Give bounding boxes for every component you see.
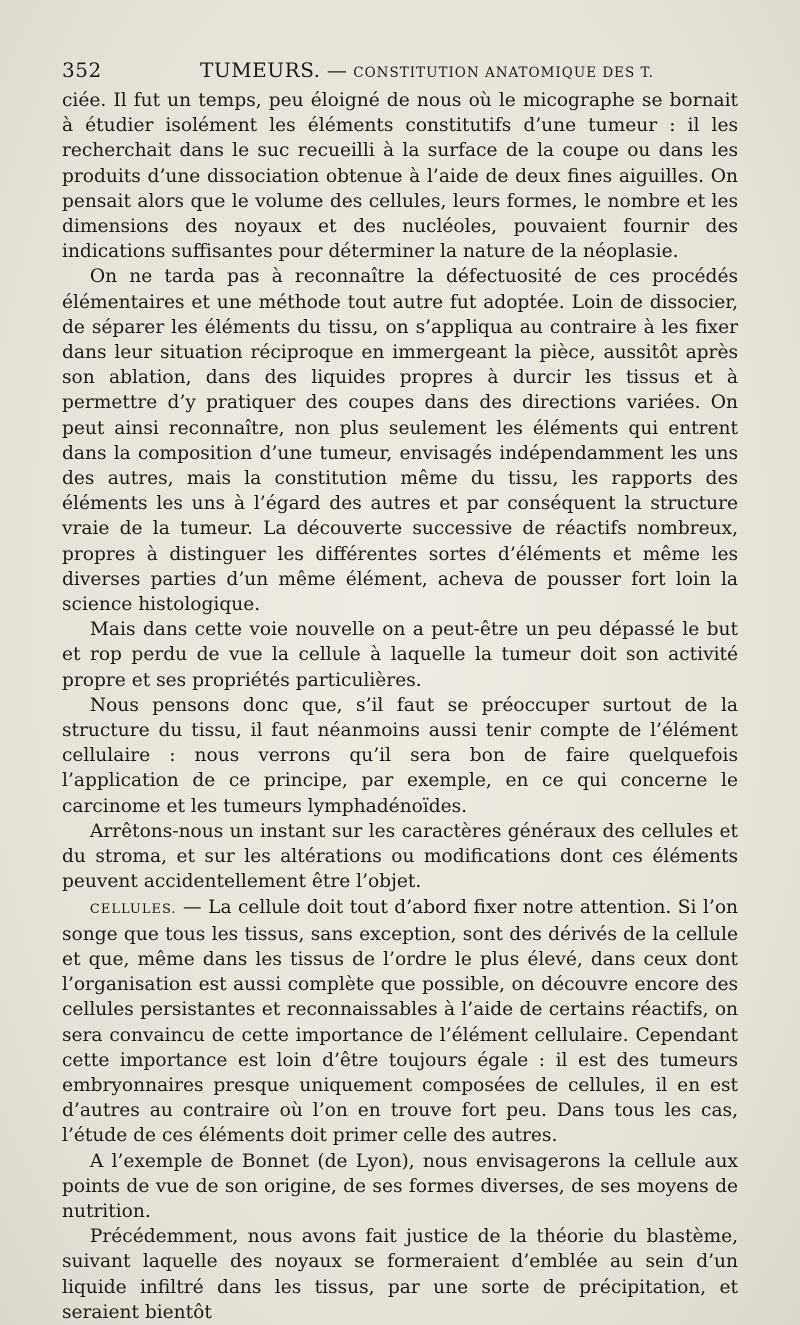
paragraph: Précédemment, nous avons fait justice de la théorie du blastème, suivant laquelle des noyaux se formeraient d’emblée au sein d’un liquide infiltré dans les tissus, par une sorte de précipitation, et seraient bientôt	[62, 1226, 738, 1323]
running-title-dash: —	[320, 58, 354, 82]
paragraph-cellules-text: — La cellule doit tout d’abord fixer notre attention. Si l’on songe que tous les tissus, sans exception, sont des dérivés de la cellule et que, même dans les tissus de l’ordre le plus élevé, dans ceux dont l’organisation est aussi complète que possible, on découvre encore des cellules persistantes et reconnaissables à l’aide de certains réactifs, on sera convaincu de cette importance de l’élément cellulaire. Cependant cette importance est loin d’être toujours égale : il est des tumeurs embryonnaires presque uniquement composées de cellules, il en est d’autres au contraire où l’on en trouve fort peu. Dans tous les cas, l’étude de ces éléments doit primer celle des autres.	[62, 896, 738, 1147]
paragraph: Mais dans cette voie nouvelle on a peut-être un peu dépassé le but et rop perdu de vue la cellule à laquelle la tumeur doit son activité propre et ses propriétés particulières.	[62, 619, 738, 691]
page-header	[62, 58, 738, 88]
page-number: 352	[62, 58, 102, 82]
paragraph-cellules	[62, 895, 738, 1149]
paragraph-continued: ciée. Il fut un temps, peu éloigné de nous où le micographe se bornait à étudier isolément les éléments constitutifs d’une tumeur : il les recherchait dans le suc recueilli à la surface de la coupe ou dans les produits d’une dissociation obtenue à l’aide de deux fines aiguilles. On pensait alors que le volume des cellules, leurs formes, le nombre et les dimensions des noyaux et des nucléoles, pouvaient fournir des indications suffisantes pour déterminer la nature de la néoplasie.	[62, 90, 738, 263]
paragraph: Nous pensons donc que, s’il faut se préoccuper surtout de la structure du tissu, il faut néanmoins aussi tenir compte de l’élément cellulaire : nous verrons qu’il sera bon de faire quelquefois l’application de ce principe, par exemple, en ce qui concerne le carcinome et les tumeurs lymphadénoïdes.	[62, 694, 738, 817]
running-title	[200, 58, 654, 82]
running-title-main: TUMEURS.	[200, 58, 321, 82]
section-label-cellules: CELLULES.	[89, 901, 177, 917]
body-text	[62, 88, 738, 1325]
paragraph: On ne tarda pas à reconnaître la défectuosité de ces procédés élémentaires et une méthode tout autre fut adoptée. Loin de dissocier, de séparer les éléments du tissu, on s’appliqua au contraire à les fixer dans leur situation réciproque en immergeant la pièce, aussitôt après son ablation, dans des liquides propres à durcir les tissus et à permettre d’y pratiquer des coupes dans des directions variées. On peut ainsi reconnaître, non plus seulement les éléments qui entrent dans la composition d’une tumeur, envisagés indépendamment les uns des autres, mais la constitution même du tissu, les rapports des éléments les uns à l’égard des autres et par conséquent la structure vraie de la tumeur. La découverte successive de réactifs nombreux, propres à distinguer les différentes sortes d’éléments et même les diverses parties d’un même élément, acheva de pousser fort loin la science histologique.	[62, 266, 738, 616]
paragraph: A l’exemple de Bonnet (de Lyon), nous envisagerons la cellule aux points de vue de son origine, de ses formes diverses, de ses moyens de nutrition.	[62, 1150, 738, 1222]
paragraph: Arrêtons-nous un instant sur les caractères généraux des cellules et du stroma, et sur les altérations ou modifications dont ces éléments peuvent accidentellement être l’objet.	[62, 820, 738, 893]
running-title-sub: CONSTITUTION ANATOMIQUE DES T.	[353, 65, 654, 81]
